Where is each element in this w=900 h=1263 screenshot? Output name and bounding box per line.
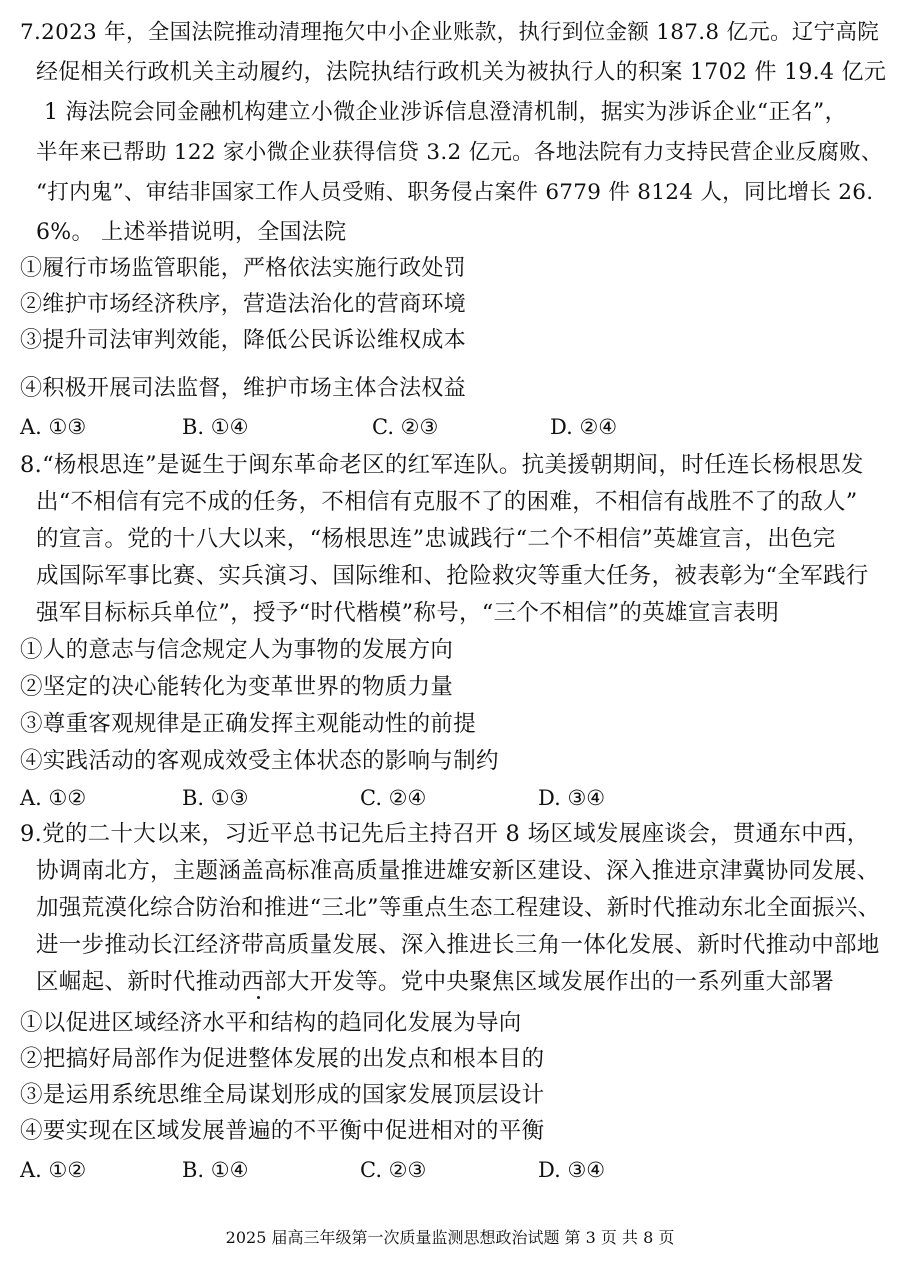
option-d[interactable]: D. ③④ <box>538 786 606 810</box>
question-8-stem-line: 出“不相信有完不成的任务，不相信有克服不了的困难，不相信有战胜不了的敌人” <box>36 489 858 515</box>
question-9-stem-line: 9.党的二十大以来，习近平总书记先后主持召开 8 场区域发展座谈会，贯通东中西， <box>20 821 870 847</box>
option-b[interactable]: B. ①④ <box>182 1158 249 1182</box>
question-8-statement-4: ④实践活动的客观成效受主体状态的影响与制约 <box>20 748 499 774</box>
question-9-stem-line: 区崛起、新时代推动西部大开发等。党中央聚焦区域发展作出的一系列重大部署 <box>36 969 835 995</box>
question-8-stem-line: 8.“杨根思连”是诞生于闽东革命老区的红军连队。抗美援朝期间，时任连长杨根思发 <box>20 452 864 478</box>
option-b[interactable]: B. ①③ <box>182 786 249 810</box>
question-7-options <box>20 412 880 442</box>
option-a[interactable]: A. ①③ <box>20 415 87 439</box>
question-9-stem-line: 加强荒漠化综合防治和推进“三北”等重点生态工程建设、新时代推动东北全面振兴、 <box>36 895 881 921</box>
question-9-statement-4: ④要实现在区域发展普遍的不平衡中促进相对的平衡 <box>20 1118 545 1144</box>
option-a[interactable]: A. ①② <box>20 786 87 810</box>
question-7-statement-1: ①履行市场监管职能，严格依法实施行政处罚 <box>20 256 467 281</box>
question-8-statement-3: ③尊重客观规律是正确发挥主观能动性的前提 <box>20 711 477 737</box>
question-8-stem-line: 成国际军事比赛、实兵演习、国际维和、抢险救灾等重大任务，被表彰为“全军践行 <box>36 563 869 589</box>
option-d[interactable]: D. ③④ <box>538 1158 606 1182</box>
question-8-statement-2: ②坚定的决心能转化为变革世界的物质力量 <box>20 674 454 700</box>
question-9-options <box>20 1155 880 1185</box>
question-7-stem-line: 经促相关行政机关主动履约，法院执结行政机关为被执行人的积案 1702 件 19.4 亿元 <box>36 60 887 85</box>
question-8-options <box>20 783 880 813</box>
question-7-statement-3: ③提升司法审判效能，降低公民诉讼维权成本 <box>20 328 467 353</box>
question-9-statement-3: ③是运用系统思维全局谋划形成的国家发展顶层设计 <box>20 1082 545 1108</box>
option-c[interactable]: C. ②③ <box>360 1158 427 1182</box>
option-c[interactable]: C. ②③ <box>372 415 439 439</box>
option-d[interactable]: D. ②④ <box>550 415 618 439</box>
question-7-stem-line: 7.2023 年，全国法院推动清理拖欠中小企业账款，执行到位金额 187.8 亿元。辽宁高院 <box>20 20 880 45</box>
question-7-statement-4: ④积极开展司法监督，维护市场主体合法权益 <box>20 376 467 401</box>
option-b[interactable]: B. ①④ <box>182 415 249 439</box>
question-7-stem-line: 1 海法院会同金融机构建立小微企业涉诉信息澄清机制，据实为涉诉企业“正名”， <box>44 100 847 125</box>
question-8-stem-line: 强军目标标兵单位”，授予“时代楷模”称号，“三个不相信”的英雄宣言表明 <box>36 600 780 626</box>
question-9-statement-2: ②把搞好局部作为促进整体发展的出发点和根本目的 <box>20 1046 545 1072</box>
question-7-stem-line: 6%。 上述举措说明，全国法院 <box>36 220 347 245</box>
question-7-statement-2: ②维护市场经济秩序，营造法治化的营商环境 <box>20 292 467 317</box>
option-c[interactable]: C. ②④ <box>360 786 427 810</box>
question-9-stem-line: 进一步推动长江经济带高质量发展、深入推进长三角一体化发展、新时代推动中部地 <box>36 932 880 958</box>
question-7-stem-line: 半年来已帮助 122 家小微企业获得信贷 3.2 亿元。各地法院有力支持民营企业反腐败、 <box>36 140 883 165</box>
question-8-statement-1: ①人的意志与信念规定人为事物的发展方向 <box>20 637 454 663</box>
page-footer: 2025 届高三年级第一次质量监测思想政治试题 第 3 页 共 8 页 <box>225 1228 675 1247</box>
question-8-stem-line: 的宣言。党的十八大以来，“杨根思连”忠诚践行“二个不相信”英雄宣言，出色完 <box>36 526 836 552</box>
question-9-statement-1: ①以促进区域经济水平和结构的趋同化发展为导向 <box>20 1010 522 1036</box>
emphasis-dot <box>257 996 260 999</box>
option-a[interactable]: A. ①② <box>20 1158 87 1182</box>
question-7-stem-line: “打内鬼”、审结非国家工作人员受贿、职务侵占案件 6779 件 8124 人，同比增长 26. <box>36 180 874 205</box>
question-9-stem-line: 协调南北方，主题涵盖高标准高质量推进雄安新区建设、深入推进京津冀协同发展、 <box>36 858 880 884</box>
